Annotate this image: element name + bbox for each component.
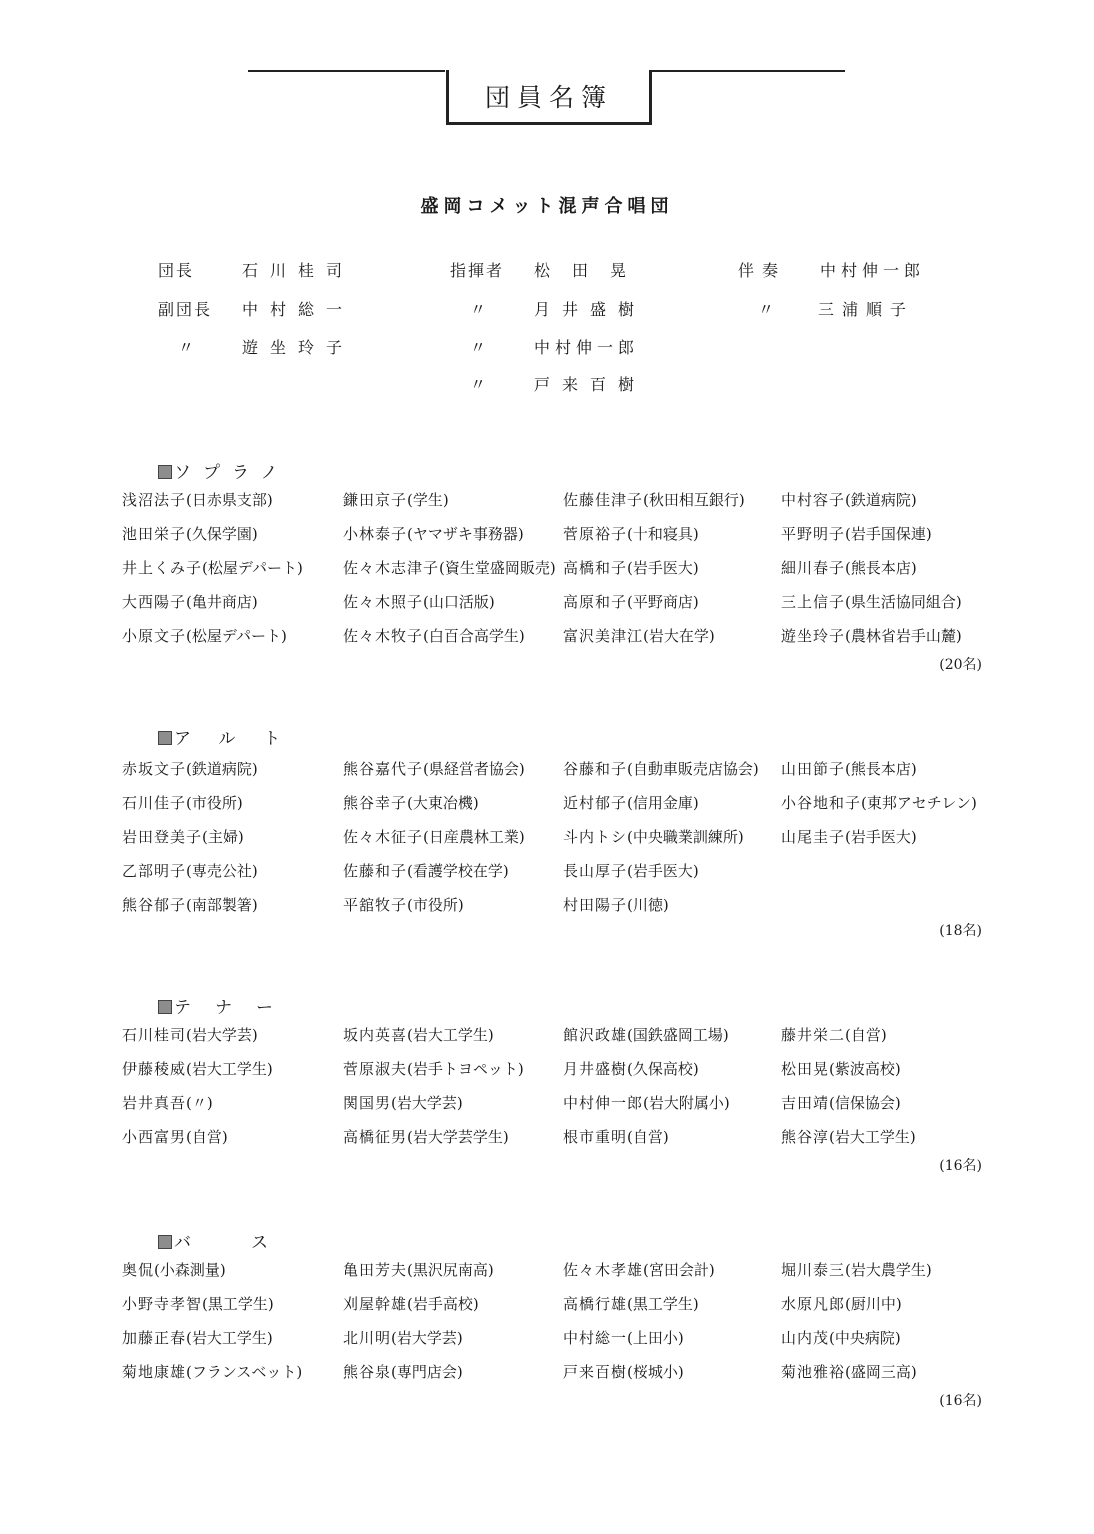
member-affiliation: (黒工学生): [202, 1295, 274, 1313]
officer-name: 遊坐玲子: [242, 338, 355, 357]
member-count-bass: (16名): [939, 1393, 982, 1409]
section-title: テナー: [174, 998, 297, 1018]
member-affiliation: (紫波高校): [829, 1060, 901, 1078]
member-affiliation: (県生活協同組合): [845, 593, 962, 611]
officer-role: 〃: [178, 338, 197, 357]
officer-role: 副団長: [158, 300, 213, 319]
member-name: 熊谷淳: [781, 1128, 830, 1146]
member-name: 佐々木志津子: [343, 559, 440, 577]
member-entry: [343, 894, 464, 915]
member-affiliation: (上田小): [627, 1329, 684, 1347]
section-title: アルト: [174, 729, 309, 749]
member-entry: [122, 1361, 302, 1382]
member-name: 大西陽子: [122, 593, 187, 611]
member-name: 長山厚子: [563, 862, 628, 880]
member-name: 谷藤和子: [563, 760, 628, 778]
officer-conductor-3: [470, 335, 639, 358]
member-entry: [343, 1293, 479, 1314]
member-affiliation: (自動車販売店協会): [627, 760, 759, 778]
member-entry: [122, 860, 258, 881]
officer-president: [158, 258, 354, 281]
member-affiliation: (自営): [845, 1026, 887, 1044]
member-entry: [563, 625, 715, 646]
member-affiliation: (東邦アセチレン): [861, 794, 977, 812]
section-header-soprano: [158, 458, 290, 483]
member-name: 平舘牧子: [343, 896, 408, 914]
member-affiliation: (十和寝具): [627, 525, 699, 543]
member-name: 刈屋幹雄: [343, 1295, 408, 1313]
member-name: 亀田芳夫: [343, 1261, 408, 1279]
member-name: 斗内トシ: [563, 828, 628, 846]
member-affiliation: (岩大在学): [643, 627, 715, 645]
member-entry: [343, 1361, 463, 1382]
officer-name: 中村総一: [242, 300, 355, 319]
member-affiliation: (看護学校在学): [407, 862, 509, 880]
member-affiliation: (中央病院): [829, 1329, 901, 1347]
officer-name: 中村伸一郎: [534, 338, 640, 357]
officer-role: 〃: [470, 300, 489, 319]
member-name: 奥侃: [122, 1261, 155, 1279]
member-entry: [563, 489, 745, 510]
member-affiliation: (岩大工学生): [186, 1329, 273, 1347]
member-affiliation: (岩大学芸学生): [407, 1128, 509, 1146]
member-affiliation: (信保協会): [829, 1094, 901, 1112]
member-entry: [563, 1361, 684, 1382]
member-name: 戸来百樹: [563, 1363, 628, 1381]
member-name: 館沢政雄: [563, 1026, 628, 1044]
member-affiliation: (国鉄盛岡工場): [627, 1026, 729, 1044]
member-name: 岩田登美子: [122, 828, 203, 846]
member-affiliation: (久保高校): [627, 1060, 699, 1078]
member-name: 佐々木照子: [343, 593, 424, 611]
member-entry: [563, 1092, 730, 1113]
member-name: 高橋征男: [343, 1128, 408, 1146]
member-name: 高橋行雄: [563, 1295, 628, 1313]
member-name: 加藤正春: [122, 1329, 187, 1347]
officer-name: 月井盛樹: [534, 300, 647, 319]
member-entry: [781, 625, 962, 646]
member-entry: [343, 1092, 463, 1113]
member-name: 小原文子: [122, 627, 187, 645]
officer-name: 石川桂司: [242, 261, 355, 280]
member-entry: [343, 591, 495, 612]
officer-role: 指揮者: [450, 261, 505, 280]
member-affiliation: (川徳): [627, 896, 669, 914]
officer-accompanist-2: [758, 297, 914, 320]
member-entry: [781, 591, 962, 612]
member-affiliation: (岩手医大): [627, 862, 699, 880]
member-name: 佐々木牧子: [343, 627, 424, 645]
officer-conductor-4: [470, 372, 646, 395]
member-affiliation: (大東冶機): [407, 794, 479, 812]
officer-role: 団長: [158, 261, 195, 280]
member-entry: [781, 758, 917, 779]
member-affiliation: (盛岡三高): [845, 1363, 917, 1381]
member-name: 平野明子: [781, 525, 846, 543]
member-affiliation: (岩大学芸): [391, 1094, 463, 1112]
page-title-box: [446, 70, 652, 125]
member-affiliation: (黒沢尻南高): [407, 1261, 494, 1279]
member-entry: [563, 1126, 669, 1147]
member-entry: [343, 826, 525, 847]
member-name: 吉田靖: [781, 1094, 830, 1112]
member-affiliation: (フランスベット): [186, 1363, 303, 1381]
member-entry: [563, 860, 699, 881]
member-name: 石川佳子: [122, 794, 187, 812]
member-entry: [563, 1259, 715, 1280]
member-entry: [563, 758, 759, 779]
member-affiliation: (岩大工学生): [407, 1026, 494, 1044]
member-count-tenor: (16名): [939, 1158, 982, 1174]
member-entry: [122, 1058, 273, 1079]
member-affiliation: (岩手医大): [627, 559, 699, 577]
member-name: 佐藤佳津子: [563, 491, 644, 509]
officer-accompanist: [738, 258, 925, 281]
officer-conductor: [450, 258, 648, 281]
member-entry: [343, 489, 449, 510]
member-entry: [781, 792, 977, 813]
member-entry: [563, 523, 699, 544]
member-affiliation: (日赤県支部): [186, 491, 273, 509]
officer-name: 中村伸一郎: [820, 261, 926, 280]
member-name: 菊池雅裕: [781, 1363, 846, 1381]
member-affiliation: (桜城小): [627, 1363, 684, 1381]
member-affiliation: (専門店会): [391, 1363, 463, 1381]
member-affiliation: (平野商店): [627, 593, 699, 611]
member-affiliation: (熊長本店): [845, 559, 917, 577]
member-entry: [781, 1024, 887, 1045]
member-entry: [122, 591, 258, 612]
member-name: 高原和子: [563, 593, 628, 611]
member-name: 小野寺孝智: [122, 1295, 203, 1313]
member-affiliation: (小森測量): [154, 1261, 226, 1279]
member-affiliation: (岩大附属小): [643, 1094, 730, 1112]
member-affiliation: (日産農林工業): [423, 828, 525, 846]
member-entry: [122, 557, 303, 578]
member-affiliation: (中央職業訓練所): [627, 828, 744, 846]
member-entry: [122, 1293, 274, 1314]
member-affiliation: (黒工学生): [627, 1295, 699, 1313]
member-entry: [343, 758, 525, 779]
member-entry: [343, 557, 556, 578]
member-affiliation: (資生堂盛岡販売): [439, 559, 556, 577]
officer-vice-president-2: [178, 335, 354, 358]
choir-name: 盛岡コメット混声合唱団: [420, 196, 674, 217]
header-rule-right: [650, 70, 845, 72]
member-affiliation: (市役所): [186, 794, 243, 812]
member-affiliation: (松屋デパート): [202, 559, 303, 577]
member-affiliation: (鉄道病院): [186, 760, 258, 778]
member-name: 小谷地和子: [781, 794, 862, 812]
member-entry: [781, 1293, 902, 1314]
section-marker: [158, 1000, 172, 1014]
member-affiliation: (学生): [407, 491, 449, 509]
member-entry: [781, 1361, 917, 1382]
member-affiliation: (岩大農学生): [845, 1261, 932, 1279]
member-entry: [781, 489, 917, 510]
member-name: 細川春子: [781, 559, 846, 577]
member-name: 山内茂: [781, 1329, 830, 1347]
member-name: 小西富男: [122, 1128, 187, 1146]
section-marker: [158, 465, 172, 479]
member-affiliation: (南部製箸): [186, 896, 258, 914]
member-entry: [563, 894, 669, 915]
member-name: 中村伸一郎: [563, 1094, 644, 1112]
member-name: 坂内英喜: [343, 1026, 408, 1044]
member-entry: [563, 557, 699, 578]
member-entry: [563, 1293, 699, 1314]
member-name: 池田栄子: [122, 525, 187, 543]
member-affiliation: (鉄道病院): [845, 491, 917, 509]
member-entry: [122, 1327, 273, 1348]
member-name: 熊谷郁子: [122, 896, 187, 914]
member-entry: [781, 826, 917, 847]
section-marker: [158, 731, 172, 745]
officer-role: 〃: [758, 300, 777, 319]
member-entry: [122, 894, 258, 915]
member-entry: [781, 523, 932, 544]
member-name: 赤坂文子: [122, 760, 187, 778]
member-name: 菊地康雄: [122, 1363, 187, 1381]
member-affiliation: (岩手国保連): [845, 525, 932, 543]
member-name: 村田陽子: [563, 896, 628, 914]
member-name: 富沢美津江: [563, 627, 644, 645]
member-name: 水原凡郎: [781, 1295, 846, 1313]
member-affiliation: (岩手医大): [845, 828, 917, 846]
member-name: 岩井真吾: [122, 1094, 187, 1112]
member-entry: [781, 1327, 901, 1348]
member-affiliation: (岩手高校): [407, 1295, 479, 1313]
member-affiliation: (主婦): [202, 828, 244, 846]
member-name: 佐々木孝雄: [563, 1261, 644, 1279]
member-name: 熊谷泉: [343, 1363, 392, 1381]
header-rule-left: [248, 70, 445, 72]
member-affiliation: (ヤマザキ事務器): [407, 525, 524, 543]
member-name: 山尾圭子: [781, 828, 846, 846]
member-entry: [563, 792, 699, 813]
member-affiliation: (松屋デパート): [186, 627, 287, 645]
member-name: 中村総一: [563, 1329, 628, 1347]
member-affiliation: (専売公社): [186, 862, 258, 880]
member-affiliation: (岩大工学生): [186, 1060, 273, 1078]
member-name: 中村容子: [781, 491, 846, 509]
member-entry: [781, 557, 917, 578]
officer-name: 戸来百樹: [534, 375, 647, 394]
member-entry: [781, 1058, 901, 1079]
member-entry: [122, 523, 258, 544]
member-name: 佐々木征子: [343, 828, 424, 846]
member-name: 遊坐玲子: [781, 627, 846, 645]
member-name: 井上くみ子: [122, 559, 203, 577]
officer-role: 〃: [470, 338, 489, 357]
member-affiliation: (信用金庫): [627, 794, 699, 812]
member-entry: [122, 758, 258, 779]
member-name: 根市重明: [563, 1128, 628, 1146]
member-entry: [343, 1126, 509, 1147]
member-count-soprano: (20名): [939, 657, 982, 673]
member-name: 堀川泰三: [781, 1261, 846, 1279]
member-count-alto: (18名): [939, 923, 982, 939]
member-name: 熊谷嘉代子: [343, 760, 424, 778]
member-affiliation: (農林省岩手山麓): [845, 627, 962, 645]
member-name: 関国男: [343, 1094, 392, 1112]
member-affiliation: (岩大学芸): [391, 1329, 463, 1347]
member-affiliation: (県経営者協会): [423, 760, 525, 778]
member-entry: [122, 1259, 226, 1280]
member-entry: [563, 1058, 699, 1079]
member-entry: [343, 1058, 524, 1079]
section-header-alto: [158, 724, 308, 749]
member-entry: [122, 1092, 213, 1113]
member-entry: [563, 826, 744, 847]
member-name: 山田節子: [781, 760, 846, 778]
member-entry: [343, 625, 525, 646]
officer-name: 松田晃: [534, 261, 649, 280]
member-affiliation: (厨川中): [845, 1295, 902, 1313]
member-affiliation: (〃): [186, 1094, 213, 1112]
member-name: 乙部明子: [122, 862, 187, 880]
section-header-tenor: [158, 993, 297, 1018]
officer-role: 〃: [470, 375, 489, 394]
page-title: 団員名簿: [484, 83, 613, 112]
member-entry: [122, 826, 244, 847]
member-entry: [122, 1024, 258, 1045]
member-affiliation: (秋田相互銀行): [643, 491, 745, 509]
officer-vice-president: [158, 297, 354, 320]
member-entry: [343, 1024, 494, 1045]
member-entry: [563, 591, 699, 612]
member-affiliation: (自営): [186, 1128, 228, 1146]
member-entry: [563, 1327, 684, 1348]
member-name: 月井盛樹: [563, 1060, 628, 1078]
member-entry: [122, 625, 287, 646]
section-title: ソプラノ: [174, 463, 290, 483]
member-entry: [343, 1327, 463, 1348]
member-entry: [343, 1259, 494, 1280]
member-affiliation: (白百合高学生): [423, 627, 525, 645]
member-name: 浅沼法子: [122, 491, 187, 509]
member-name: 高橋和子: [563, 559, 628, 577]
officer-role: 伴奏: [738, 261, 787, 280]
member-entry: [122, 489, 273, 510]
member-name: 北川明: [343, 1329, 392, 1347]
member-affiliation: (自営): [627, 1128, 669, 1146]
member-name: 佐藤和子: [343, 862, 408, 880]
section-marker: [158, 1235, 172, 1249]
member-entry: [781, 1259, 932, 1280]
member-affiliation: (岩手トヨペット): [407, 1060, 524, 1078]
member-name: 伊藤稜威: [122, 1060, 187, 1078]
member-entry: [122, 792, 243, 813]
member-name: 石川桂司: [122, 1026, 187, 1044]
member-entry: [563, 1024, 729, 1045]
member-entry: [343, 792, 479, 813]
member-entry: [781, 1092, 901, 1113]
member-name: 小林泰子: [343, 525, 408, 543]
member-name: 鎌田京子: [343, 491, 408, 509]
member-entry: [781, 1126, 916, 1147]
member-name: 藤井栄二: [781, 1026, 846, 1044]
member-entry: [343, 523, 524, 544]
section-header-bass: [158, 1228, 328, 1253]
member-affiliation: (市役所): [407, 896, 464, 914]
member-name: 菅原淑夫: [343, 1060, 408, 1078]
member-affiliation: (山口活版): [423, 593, 495, 611]
member-name: 菅原裕子: [563, 525, 628, 543]
member-name: 三上信子: [781, 593, 846, 611]
member-affiliation: (熊長本店): [845, 760, 917, 778]
section-title: バス: [174, 1233, 328, 1253]
member-affiliation: (亀井商店): [186, 593, 258, 611]
officer-name: 三浦順子: [818, 300, 915, 319]
member-entry: [122, 1126, 228, 1147]
member-name: 松田晃: [781, 1060, 830, 1078]
member-name: 近村郁子: [563, 794, 628, 812]
member-affiliation: (岩大学芸): [186, 1026, 258, 1044]
member-affiliation: (岩大工学生): [829, 1128, 916, 1146]
member-affiliation: (久保学園): [186, 525, 258, 543]
member-name: 熊谷幸子: [343, 794, 408, 812]
member-entry: [343, 860, 509, 881]
member-affiliation: (宮田会計): [643, 1261, 715, 1279]
officer-conductor-2: [470, 297, 646, 320]
